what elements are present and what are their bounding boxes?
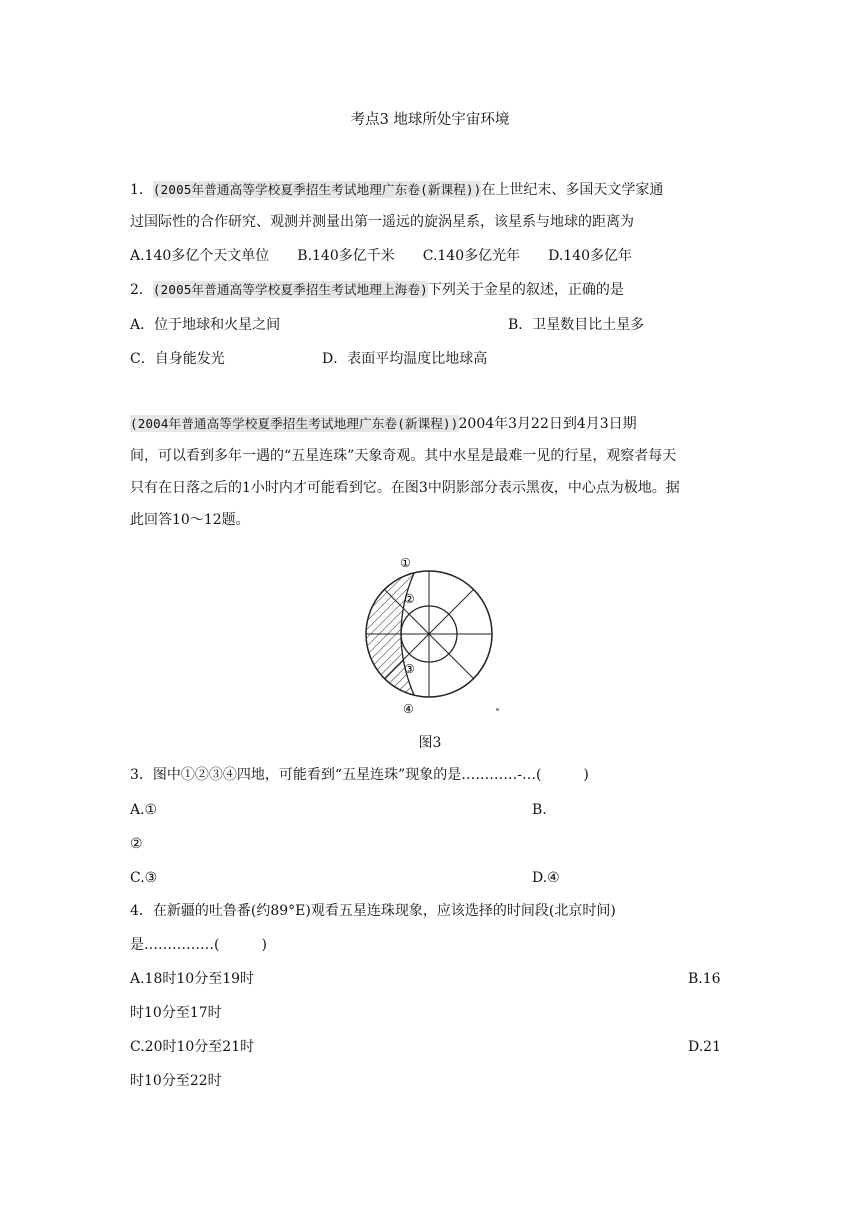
question-1-line-1: [130, 180, 663, 200]
question-4-stem-1: 4．在新疆的吐鲁番(约89°E)观看五星连珠现象，应该选择的时间段(北京时间): [130, 903, 616, 919]
passage-text-1: 2004年3月22日到4月3日期: [458, 416, 637, 432]
speck-mark: [496, 708, 499, 711]
figure-caption: 图3: [418, 735, 442, 751]
question-3-option-a: A.①: [130, 802, 158, 818]
question-3-stem: 3．图中①②③④四地，可能看到“五星连珠”现象的是…………-…( ): [130, 767, 589, 783]
question-1-options: A.140多亿个天文单位 B.140多亿千米 C.140多亿光年 D.140多亿年: [130, 248, 633, 264]
question-2-text: 下列关于金星的叙述，正确的是: [427, 282, 624, 298]
question-1-source: (2005年普通高等学校夏季招生考试地理广东卷(新课程)): [152, 182, 482, 197]
passage-source: (2004年普通高等学校夏季招生考试地理广东卷(新课程)): [130, 416, 459, 431]
question-2-option-a: A．位于地球和火星之间: [130, 317, 281, 333]
page-title: 考点3 地球所处宇宙环境: [350, 112, 510, 128]
question-4-option-d: D.21: [688, 1039, 721, 1055]
question-1-number: 1．: [130, 182, 153, 198]
question-3-option-b-cont: ②: [130, 836, 143, 852]
question-2-option-c: C．自身能发光: [130, 351, 225, 367]
passage-line-4: 此回答10～12题。: [130, 512, 250, 528]
point-label-2: ②: [404, 592, 415, 606]
question-4-option-a: A.18时10分至19时: [130, 971, 255, 987]
question-4-option-b-cont: 时10分至17时: [130, 1005, 222, 1021]
question-2-line-1: [130, 280, 624, 300]
point-label-3: ③: [404, 662, 415, 676]
passage-line-1: [130, 414, 637, 434]
question-3-option-b: B.: [532, 802, 547, 818]
question-3-option-d: D.④: [532, 870, 560, 886]
question-2-number: 2．: [130, 282, 153, 298]
question-4-stem-2: 是……………( ): [130, 937, 267, 953]
question-2-source: (2005年普通高等学校夏季招生考试地理上海卷): [152, 282, 428, 297]
question-4-option-b: B.16: [688, 971, 721, 987]
question-3-option-c: C.③: [130, 870, 158, 886]
figure-3-diagram: [358, 553, 528, 718]
point-label-1: ①: [400, 556, 411, 570]
question-4-option-c: C.20时10分至21时: [130, 1039, 255, 1055]
question-4-option-d-cont: 时10分至22时: [130, 1073, 222, 1089]
passage-line-2: 间，可以看到多年一遇的“五星连珠”天象奇观。其中水星是最难一见的行星，观察者每天: [130, 448, 677, 464]
question-2-option-b: B．卫星数目比土星多: [508, 317, 645, 333]
point-label-4: ④: [403, 702, 414, 716]
passage-line-3: 只有在日落之后的1小时内才可能看到它。在图3中阴影部分表示黑夜，中心点为极地。据: [130, 480, 680, 496]
question-1-text: 在上世纪末、多国天文学家通: [481, 182, 664, 198]
question-2-option-d: D．表面平均温度比地球高: [322, 351, 488, 367]
question-1-line-2: 过国际性的合作研究、观测并测量出第一遥远的旋涡星系，该星系与地球的距离为: [130, 214, 634, 230]
